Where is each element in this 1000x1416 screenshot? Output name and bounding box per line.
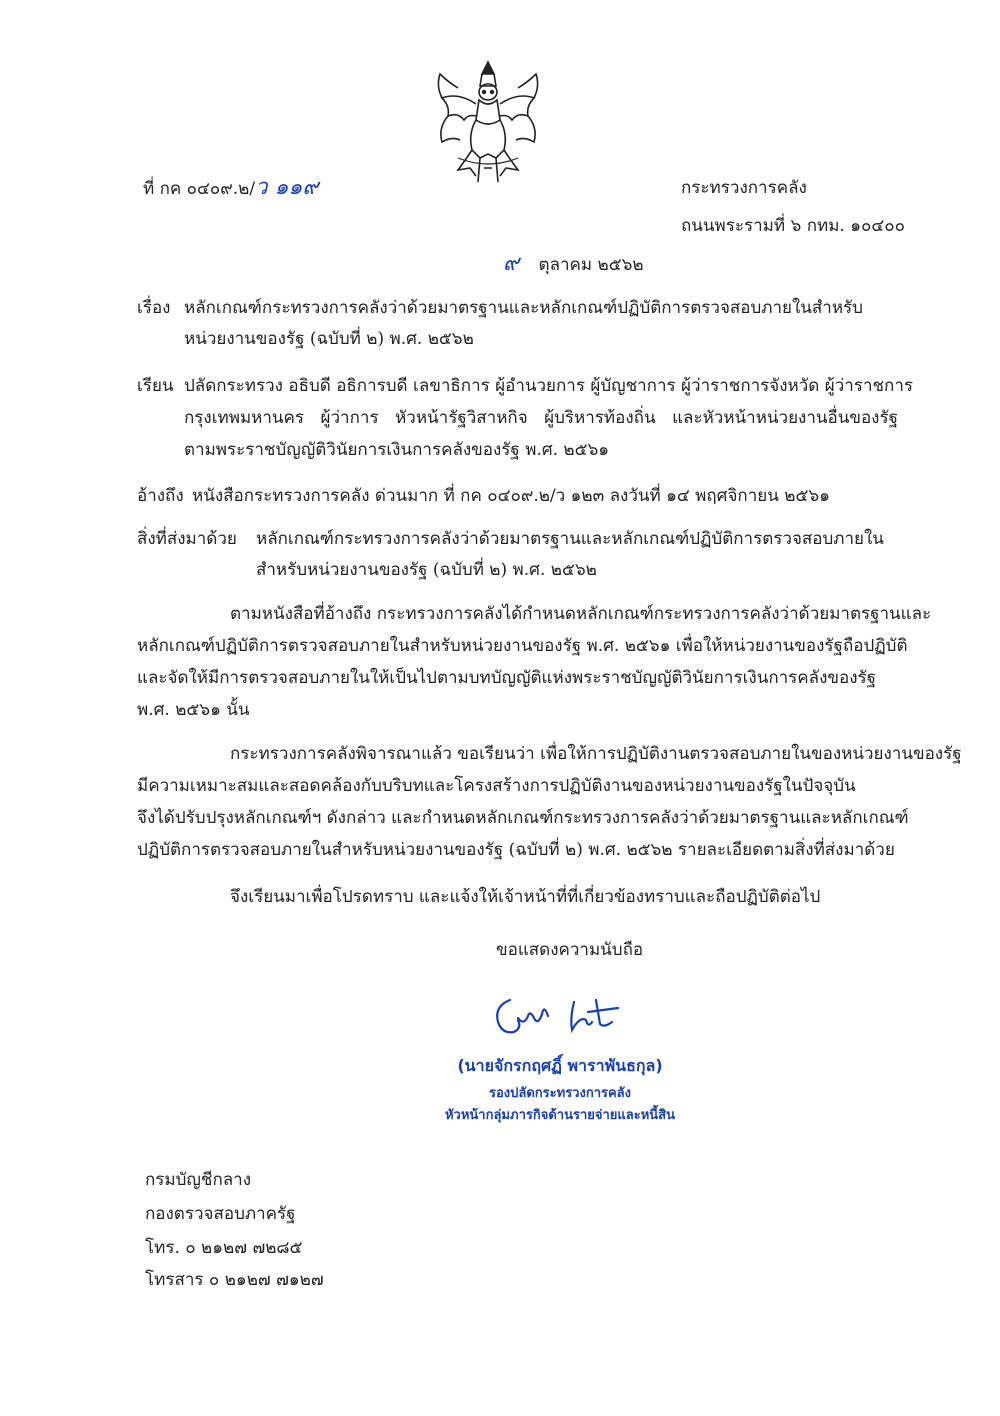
date-month-year: ตุลาคม ๒๕๖๒	[538, 255, 644, 275]
paragraph-1-line-4: พ.ศ. ๒๕๖๑ นั้น	[137, 700, 250, 720]
paragraph-3: จึงเรียนมาเพื่อโปรดทราบ และแจ้งให้เจ้าหน้าที่ที่เกี่ยวข้องทราบและถือปฏิบัติต่อไป	[230, 887, 821, 907]
paragraph-2-line-4: ปฏิบัติการตรวจสอบภายในสำหรับหน่วยงานของรัฐ (ฉบับที่ ๒) พ.ศ. ๒๕๖๒ รายละเอียดตามสิ่งที่ส่งมาด้วย	[137, 840, 895, 860]
footer-division: กองตรวจสอบภาครัฐ	[145, 1204, 296, 1224]
signatory-name: (นายจักรกฤศฏิ์ พาราพันธกุล)	[457, 1056, 663, 1075]
document-number-handwritten: ว ๑๑๙	[255, 175, 319, 200]
paragraph-1-line-2: หลักเกณฑ์ปฏิบัติการตรวจสอบภายในสำหรับหน่วยงานของรัฐ พ.ศ. ๒๕๖๑ เพื่อให้หน่วยงานของรัฐถือปฏิบัติ	[137, 636, 908, 656]
closing-text: ขอแสดงความนับถือ	[496, 940, 644, 960]
recipient-line-3: ตามพระราชบัญญัติวินัยการเงินการคลังของรัฐ พ.ศ. ๒๕๖๑	[184, 440, 610, 460]
date-day-handwritten: ๙	[503, 251, 520, 276]
footer-phone: โทร. ๐ ๒๑๒๗ ๗๒๘๕	[145, 1238, 303, 1258]
ministry-address: ถนนพระรามที่ ๖ กทม. ๑๐๔๐๐	[681, 216, 905, 236]
attachment-line-1: หลักเกณฑ์กระทรวงการคลังว่าด้วยมาตรฐานและหลักเกณฑ์ปฏิบัติการตรวจสอบภายใน	[256, 529, 884, 549]
recipient-line-2: กรุงเทพมหานคร ผู้ว่าการ หัวหน้ารัฐวิสาหกิจ ผู้บริหารท้องถิ่น และหัวหน้าหน่วยงานอื่นของรัฐ	[184, 408, 898, 428]
document-number-prefix: ที่ กค ๐๔๐๙.๒/	[143, 179, 256, 199]
handwritten-signature	[488, 992, 628, 1044]
subject-line-1: หลักเกณฑ์กระทรวงการคลังว่าด้วยมาตรฐานและหลักเกณฑ์ปฏิบัติการตรวจสอบภายในสำหรับ	[184, 298, 863, 318]
footer-department: กรมบัญชีกลาง	[145, 1170, 252, 1190]
signatory-position: รองปลัดกระทรวงการคลัง	[489, 1086, 631, 1101]
paragraph-2-line-3: จึงได้ปรับปรุงหลักเกณฑ์ฯ ดังกล่าว และกำหนดหลักเกณฑ์กระทรวงการคลังว่าด้วยมาตรฐานและหลักเกณฑ์	[137, 808, 909, 828]
paragraph-2-line-2: มีความเหมาะสมและสอดคล้องกับบริบทและโครงสร้างการปฏิบัติงานของหน่วยงานของรัฐในปัจจุบัน	[137, 776, 856, 796]
recipient-label: เรียน	[137, 376, 174, 396]
paragraph-2-line-1: กระทรวงการคลังพิจารณาแล้ว ขอเรียนว่า เพื่อให้การปฏิบัติงานตรวจสอบภายในของหน่วยงานของรัฐ	[230, 744, 962, 764]
attachment-line-2: สำหรับหน่วยงานของรัฐ (ฉบับที่ ๒) พ.ศ. ๒๕๖๒	[256, 560, 597, 580]
attachment-label: สิ่งที่ส่งมาด้วย	[137, 529, 237, 549]
document-date	[503, 250, 644, 279]
reference-label: อ้างถึง	[137, 486, 184, 506]
reference-text: หนังสือกระทรวงการคลัง ด่วนมาก ที่ กค ๐๔๐๙.๒/ว ๑๒๓ ลงวันที่ ๑๔ พฤศจิกายน ๒๕๖๑	[192, 486, 830, 506]
document-number	[143, 174, 318, 203]
recipient-line-1: ปลัดกระทรวง อธิบดี อธิการบดี เลขาธิการ ผู้อำนวยการ ผู้บัญชาการ ผู้ว่าราชการจังหวัด ผู้ว่าราชการ	[184, 376, 913, 396]
garuda-emblem-icon	[428, 58, 548, 186]
ministry-name: กระทรวงการคลัง	[681, 178, 807, 198]
subject-line-2: หน่วยงานของรัฐ (ฉบับที่ ๒) พ.ศ. ๒๕๖๒	[184, 329, 474, 349]
paragraph-1-line-3: และจัดให้มีการตรวจสอบภายในให้เป็นไปตามบทบัญญัติแห่งพระราชบัญญัติวินัยการเงินการคลังของรัฐ	[137, 668, 877, 688]
paragraph-1-line-1: ตามหนังสือที่อ้างถึง กระทรวงการคลังได้กำหนดหลักเกณฑ์กระทรวงการคลังว่าด้วยมาตรฐานและ	[230, 604, 932, 624]
footer-fax: โทรสาร ๐ ๒๑๒๗ ๗๑๒๗	[145, 1270, 324, 1290]
subject-label: เรื่อง	[137, 298, 171, 318]
signatory-role: หัวหน้ากลุ่มภารกิจด้านรายจ่ายและหนี้สิน	[444, 1108, 676, 1123]
